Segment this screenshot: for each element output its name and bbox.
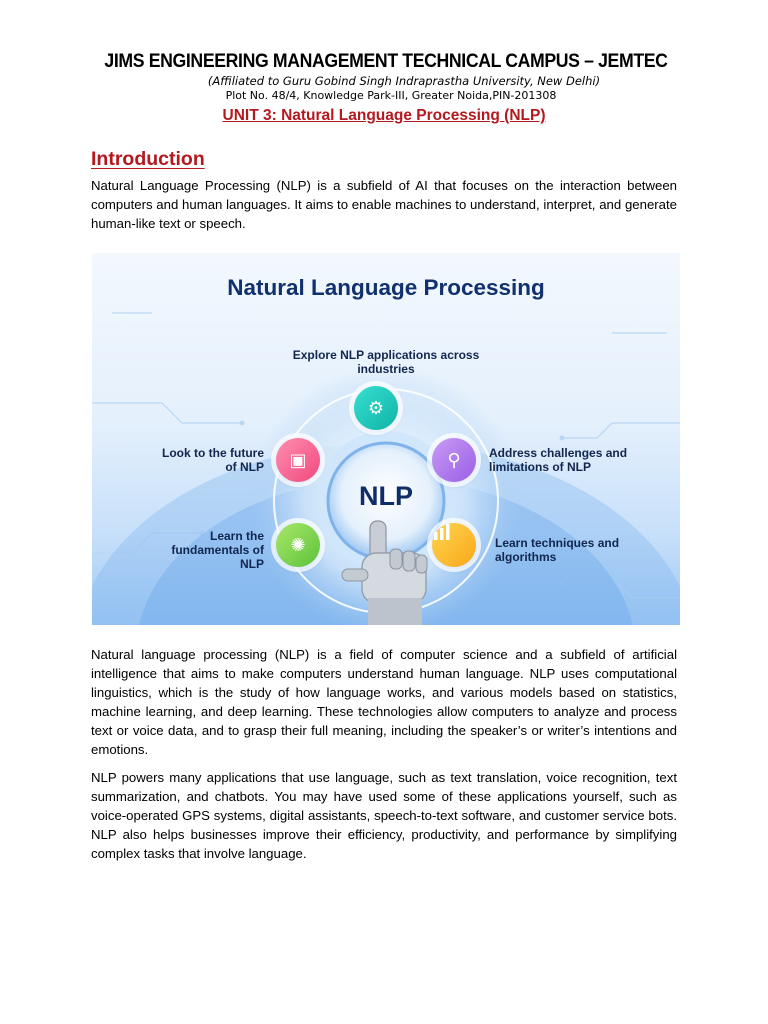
label-explore-applications: Explore NLP applications across industries xyxy=(292,348,480,376)
brain-icon: ✺ xyxy=(276,523,320,567)
nlp-infographic xyxy=(92,253,680,625)
chip-icon: ▣ xyxy=(276,438,320,482)
infographic-title: Natural Language Processing xyxy=(227,275,545,300)
affiliation-line: (Affiliated to Guru Gobind Singh Indraprastha University, New Delhi) xyxy=(207,74,601,88)
label-techniques: Learn techniques and algorithms xyxy=(495,536,620,564)
bar-chart-icon xyxy=(432,523,476,567)
label-fundamentals: Learn the fundamentals of NLP xyxy=(171,529,264,571)
label-future: Look to the future of NLP xyxy=(162,446,264,474)
address-line: Plot No. 48/4, Knowledge Park-III, Greater Noida,PIN-201308 xyxy=(225,89,557,102)
nlp-center-label: NLP xyxy=(359,481,413,511)
body-paragraph-1: Natural language processing (NLP) is a field of computer science and a subfield of artificial intelligence that aims to make computers understand human language. NLP uses computational linguistics, which is the study of how language works, and various models based on statistics, machine learning, and deep learning. These technologies allow computers to analyze and process text or voice data, and to grasp their full meaning, including the speaker’s or writer’s intentions and emotions. xyxy=(91,647,677,757)
body-paragraph-2: NLP powers many applications that use language, such as text translation, voice recognition, text summarization, and chatbots. You may have used some of these applications yourself, such as voice-operated GPS systems, digital assistants, speech-to-text software, and customer service bots. NLP also helps businesses improve their efficiency, productivity, and performance by simplifying complex tasks that involve language. xyxy=(91,770,677,861)
institution-name: JIMS ENGINEERING MANAGEMENT TECHNICAL CAMPUS – JEMTEC xyxy=(104,51,668,72)
gear-icon: ⚙ xyxy=(354,386,398,430)
robot-arm-icon: ⚲ xyxy=(432,438,476,482)
label-challenges: Address challenges and limitations of NLP xyxy=(489,446,628,474)
document-header xyxy=(0,50,768,102)
bar-chart-glyph xyxy=(432,523,452,541)
intro-paragraph: Natural Language Processing (NLP) is a subfield of AI that focuses on the interaction between computers and human languages. It aims to enable machines to understand, interpret, and generate human-like text or speech. xyxy=(91,178,677,231)
section-heading: Introduction xyxy=(91,148,205,170)
unit-title: UNIT 3: Natural Language Processing (NLP) xyxy=(222,107,546,124)
